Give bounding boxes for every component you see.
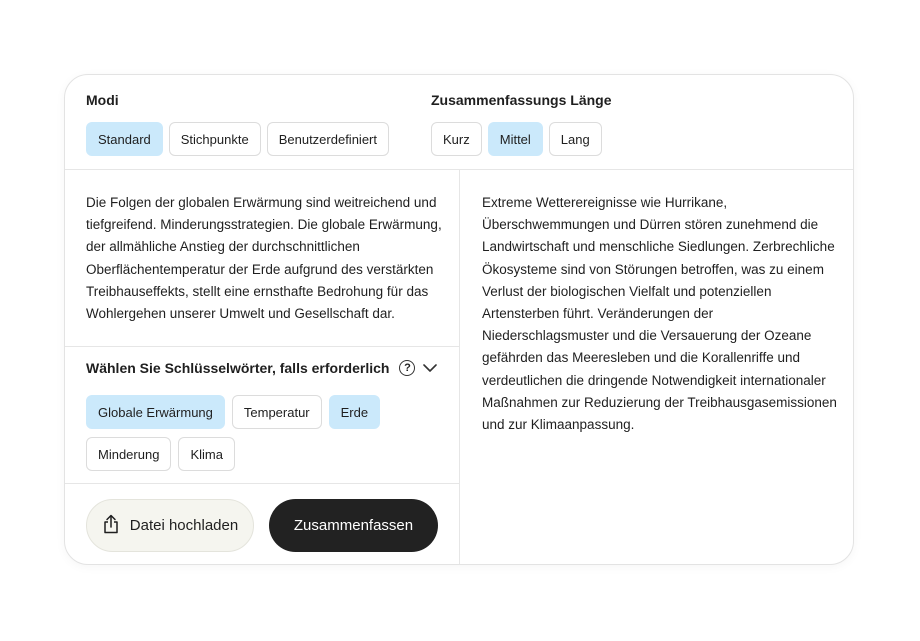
- length-mittel-chip[interactable]: Mittel: [488, 122, 543, 156]
- keyword-chip-globale-erwaermung[interactable]: Globale Erwärmung: [86, 395, 225, 429]
- action-buttons: [86, 499, 438, 552]
- summarizer-card: [64, 74, 854, 565]
- length-group: [431, 92, 612, 156]
- summary-panel: [460, 170, 854, 565]
- keywords-section: [65, 346, 459, 484]
- summarize-button[interactable]: Zusammenfassen: [269, 499, 438, 552]
- length-options: [431, 122, 612, 156]
- upload-file-label: Datei hochladen: [129, 517, 239, 534]
- source-text-area[interactable]: Die Folgen der globalen Erwärmung sind weitreichend und tiefgreifend. Minderungsstrategien. Die globale Erwärmung, der allmähliche Anstieg der durchschnittlichen Oberflächentemperatur der Erde aufgrund des verstärkten Treibhauseffekts, stellt eine ernsthafte Bedrohung für das Wohlergehen unserer Umwelt und Gesellschaft dar.: [86, 195, 442, 322]
- length-kurz-chip[interactable]: Kurz: [431, 122, 482, 156]
- input-panel: [65, 170, 460, 565]
- modes-title: Modi: [86, 92, 119, 108]
- keyword-chip-temperatur[interactable]: Temperatur: [232, 395, 322, 429]
- upload-file-button[interactable]: [86, 499, 254, 552]
- length-lang-chip[interactable]: Lang: [549, 122, 602, 156]
- keyword-chip-klima[interactable]: Klima: [178, 437, 235, 471]
- modes-options: [86, 122, 389, 156]
- keyword-chip-erde[interactable]: Erde: [329, 395, 380, 429]
- mode-standard-chip[interactable]: Standard: [86, 122, 163, 156]
- chevron-down-icon[interactable]: [423, 364, 437, 373]
- mode-stichpunkte-chip[interactable]: Stichpunkte: [169, 122, 261, 156]
- modes-group: [86, 92, 389, 156]
- options-bar: [65, 75, 853, 170]
- keyword-chips: [86, 395, 426, 471]
- share-upload-icon: [102, 514, 120, 538]
- mode-benutzerdefiniert-chip[interactable]: Benutzerdefiniert: [267, 122, 389, 156]
- keyword-chip-minderung[interactable]: Minderung: [86, 437, 171, 471]
- keywords-header[interactable]: [86, 360, 440, 376]
- summary-output-text: Extreme Wetterereignisse wie Hurrikane, Überschwemmungen und Dürren stören zunehmend die Landwirtschaft und menschliche Siedlungen. Zerbrechliche Ökosysteme sind von Störungen betroffen, was zu einem Verlust der biologischen Vielfalt und potenziellen Artensterben führt. Veränderungen der Niederschlagsmuster und die Versauerung der Ozeane gefährden das Meeresleben und die Korallenriffe und verdeutlichen die dringende Notwendigkeit internationaler Maßnahmen zur Reduzierung der Treibhausgasemissionen und zur Klimaanpassung.: [482, 195, 837, 433]
- keywords-title: Wählen Sie Schlüsselwörter, falls erforderlich: [86, 360, 390, 376]
- help-circle-icon[interactable]: ?: [399, 360, 415, 376]
- length-title: Zusammenfassungs Länge: [431, 92, 612, 108]
